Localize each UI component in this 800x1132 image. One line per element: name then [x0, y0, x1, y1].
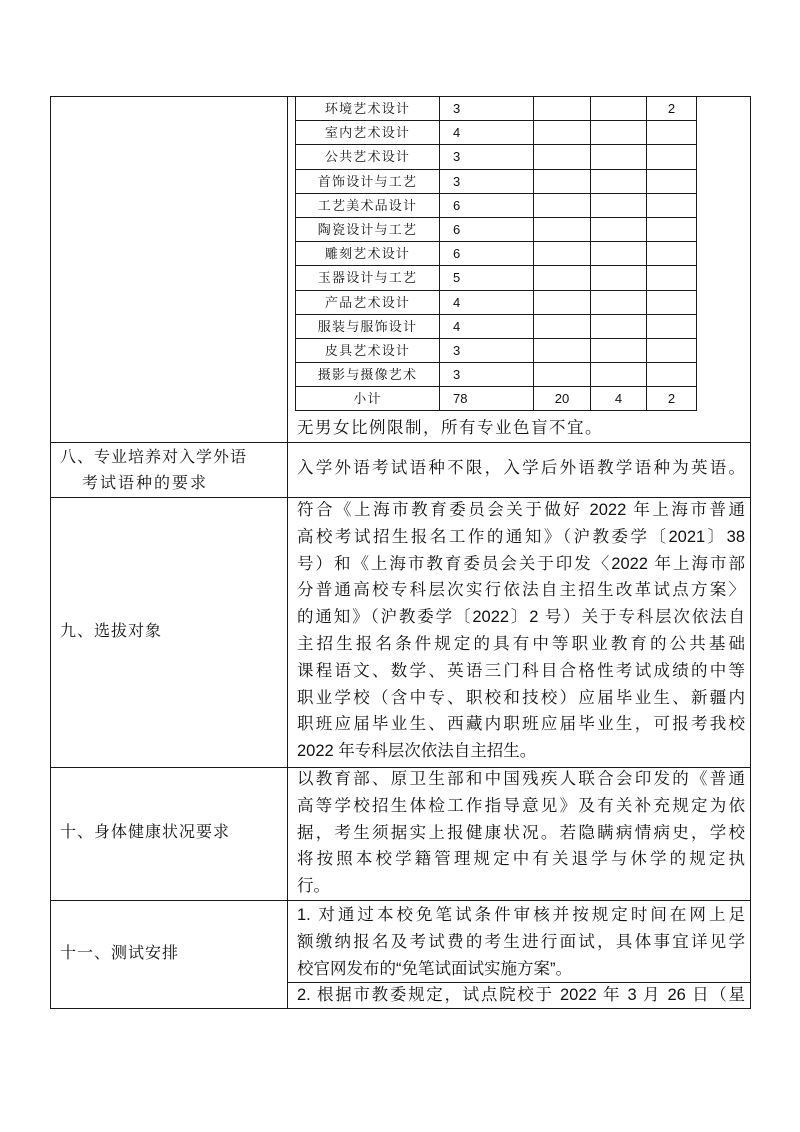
section-label-line: 十一、测试安排: [60, 945, 180, 962]
quota-cell: [534, 145, 591, 169]
quota-cell: 4: [591, 387, 647, 411]
section-content-line: 高校考试招生报名工作的通知》（沪教委学〔2021〕38: [297, 527, 745, 546]
quota-cell: [591, 217, 647, 241]
major-row: [296, 314, 697, 338]
section-content-line: 的通知》（沪教委学〔2022〕2 号）关于专科层次依法自: [297, 608, 745, 627]
quota-cell: [647, 363, 697, 387]
quota-cell: [591, 121, 647, 145]
quota-cell: 3: [440, 145, 534, 169]
major-name: 公共艺术设计: [296, 145, 440, 169]
quota-cell: [647, 314, 697, 338]
quota-cell: [591, 242, 647, 266]
quota-cell: [534, 193, 591, 217]
major-name: 皮具艺术设计: [296, 338, 440, 362]
section-content-line: 1. 对通过本校免笔试条件审核并按规定时间在网上足: [297, 906, 745, 924]
quota-cell: 2: [647, 387, 697, 411]
major-name: 陶瓷设计与工艺: [296, 217, 440, 241]
section-label-eligibility: [60, 619, 282, 645]
major-row: [296, 193, 697, 217]
quota-cell: [534, 169, 591, 193]
quota-cell: [591, 314, 647, 338]
section-label-foreign-language: [60, 445, 282, 497]
major-name: 雕刻艺术设计: [296, 242, 440, 266]
quota-cell: 2: [647, 97, 697, 121]
quota-cell: [591, 363, 647, 387]
quota-cell: 6: [440, 217, 534, 241]
quota-cell: [647, 169, 697, 193]
quota-cell: [534, 363, 591, 387]
quota-cell: 3: [440, 363, 534, 387]
quota-cell: [647, 338, 697, 362]
section-label-health: [60, 820, 282, 846]
quota-cell: [647, 145, 697, 169]
major-row: [296, 97, 697, 121]
major-row: [296, 363, 697, 387]
table-border-left: [50, 96, 51, 1009]
section-content-line: 入学外语考试语种不限，入学后外语教学语种为英语。: [297, 459, 745, 477]
quota-cell: [534, 266, 591, 290]
enrollment-plan-body: [296, 97, 697, 411]
section-label-line: 八、专业培养对入学外语: [60, 449, 248, 466]
quota-cell: [534, 217, 591, 241]
gender-note: 无男女比例限制，所有专业色盲不宜。: [297, 419, 603, 437]
section-content-foreign-language: [297, 455, 745, 482]
quota-cell: [647, 242, 697, 266]
quota-cell: [591, 169, 647, 193]
section-content-line: 校官网发布的“免笔试面试实施方案”。: [297, 959, 572, 978]
table-row-divider: [50, 442, 751, 443]
section-content-health: [297, 766, 745, 900]
quota-cell: [647, 121, 697, 145]
quota-cell: [591, 145, 647, 169]
section-content-line: 职班应届毕业生、西藏内职班应届毕业生，可报考我校: [297, 715, 745, 734]
section-label-test-arrangement: [60, 941, 282, 967]
section-content-line: 高等学校招生体检工作指导意见》及有关补充规定为依: [297, 796, 745, 815]
quota-cell: [591, 193, 647, 217]
section-content-line: 2022 年专科层次依法自主招生。: [297, 742, 537, 761]
major-row: [296, 145, 697, 169]
quota-cell: 4: [440, 314, 534, 338]
quota-cell: 6: [440, 242, 534, 266]
quota-cell: [534, 290, 591, 314]
major-row: [296, 266, 697, 290]
section-content-line: 据，考生须据实上报健康状况。若隐瞒病情病史，学校: [297, 823, 745, 842]
quota-cell: [591, 266, 647, 290]
major-name: 玉器设计与工艺: [296, 266, 440, 290]
section-content-line: 将按照本校学籍管理规定中有关退学与休学的规定执: [297, 850, 745, 869]
quota-cell: 5: [440, 266, 534, 290]
quota-cell: [647, 193, 697, 217]
quota-cell: [647, 290, 697, 314]
major-row: [296, 169, 697, 193]
major-row: [296, 290, 697, 314]
section-content-line: 职业学校（含中专、职校和技校）应届毕业生、新疆内: [297, 688, 745, 707]
quota-cell: 3: [440, 169, 534, 193]
quota-cell: [647, 266, 697, 290]
section-content-line: 分普通高校专科层次实行依法自主招生改革试点方案〉: [297, 581, 745, 600]
major-row: [296, 338, 697, 362]
major-name: 环境艺术设计: [296, 97, 440, 121]
quota-cell: [647, 217, 697, 241]
section-content-line: 以教育部、原卫生部和中国残疾人联合会印发的《普通: [297, 770, 745, 788]
section-content-eligibility: [297, 497, 745, 765]
section-label-line: 考试语种的要求: [82, 475, 209, 492]
quota-cell: 4: [440, 121, 534, 145]
major-row: [296, 121, 697, 145]
major-row: [296, 217, 697, 241]
major-name: 首饰设计与工艺: [296, 169, 440, 193]
major-name: 摄影与摄像艺术: [296, 363, 440, 387]
section-content-line: 符合《上海市教育委员会关于做好 2022 年上海市普通: [297, 501, 745, 519]
section-label-line: 十、身体健康状况要求: [60, 824, 231, 841]
quota-cell: 6: [440, 193, 534, 217]
quota-cell: [534, 338, 591, 362]
table-row-divider: [50, 900, 751, 901]
quota-cell: [534, 314, 591, 338]
section-content-line: 号）和《上海市教育委员会关于印发〈2022 年上海市部: [297, 554, 745, 573]
section-content-line: 行。: [297, 877, 330, 896]
quota-cell: 78: [440, 387, 534, 411]
quota-cell: 3: [440, 97, 534, 121]
section-content-line: 额缴纳报名及考试费的考生进行面试，具体事宜详见学: [297, 932, 745, 951]
quota-cell: 4: [440, 290, 534, 314]
subtotal-label: 小计: [296, 387, 440, 411]
major-name: 工艺美术品设计: [296, 193, 440, 217]
major-name: 产品艺术设计: [296, 290, 440, 314]
quota-cell: 20: [534, 387, 591, 411]
table-border-right: [750, 96, 751, 1009]
quota-cell: [591, 290, 647, 314]
section-content-line: 2. 根据市教委规定，试点院校于 2022 年 3 月 26 日（星: [297, 986, 745, 1005]
quota-cell: [534, 121, 591, 145]
major-row: [296, 242, 697, 266]
quota-cell: [534, 242, 591, 266]
quota-cell: [591, 338, 647, 362]
section-label-line: 九、选拔对象: [60, 623, 163, 640]
section-content-test-arrangement: [297, 902, 745, 1009]
major-name: 室内艺术设计: [296, 121, 440, 145]
table-column-divider: [287, 96, 288, 1009]
major-name: 服装与服饰设计: [296, 314, 440, 338]
enrollment-plan-table: [295, 96, 697, 411]
quota-cell: [591, 97, 647, 121]
subtotal-row: [296, 387, 697, 411]
quota-cell: [534, 97, 591, 121]
quota-cell: 3: [440, 338, 534, 362]
section-content-line: 课程语文、数学、英语三门科目合格性考试成绩的中等: [297, 661, 745, 680]
section-content-line: 主招生报名条件规定的具有中等职业教育的公共基础: [297, 634, 745, 653]
